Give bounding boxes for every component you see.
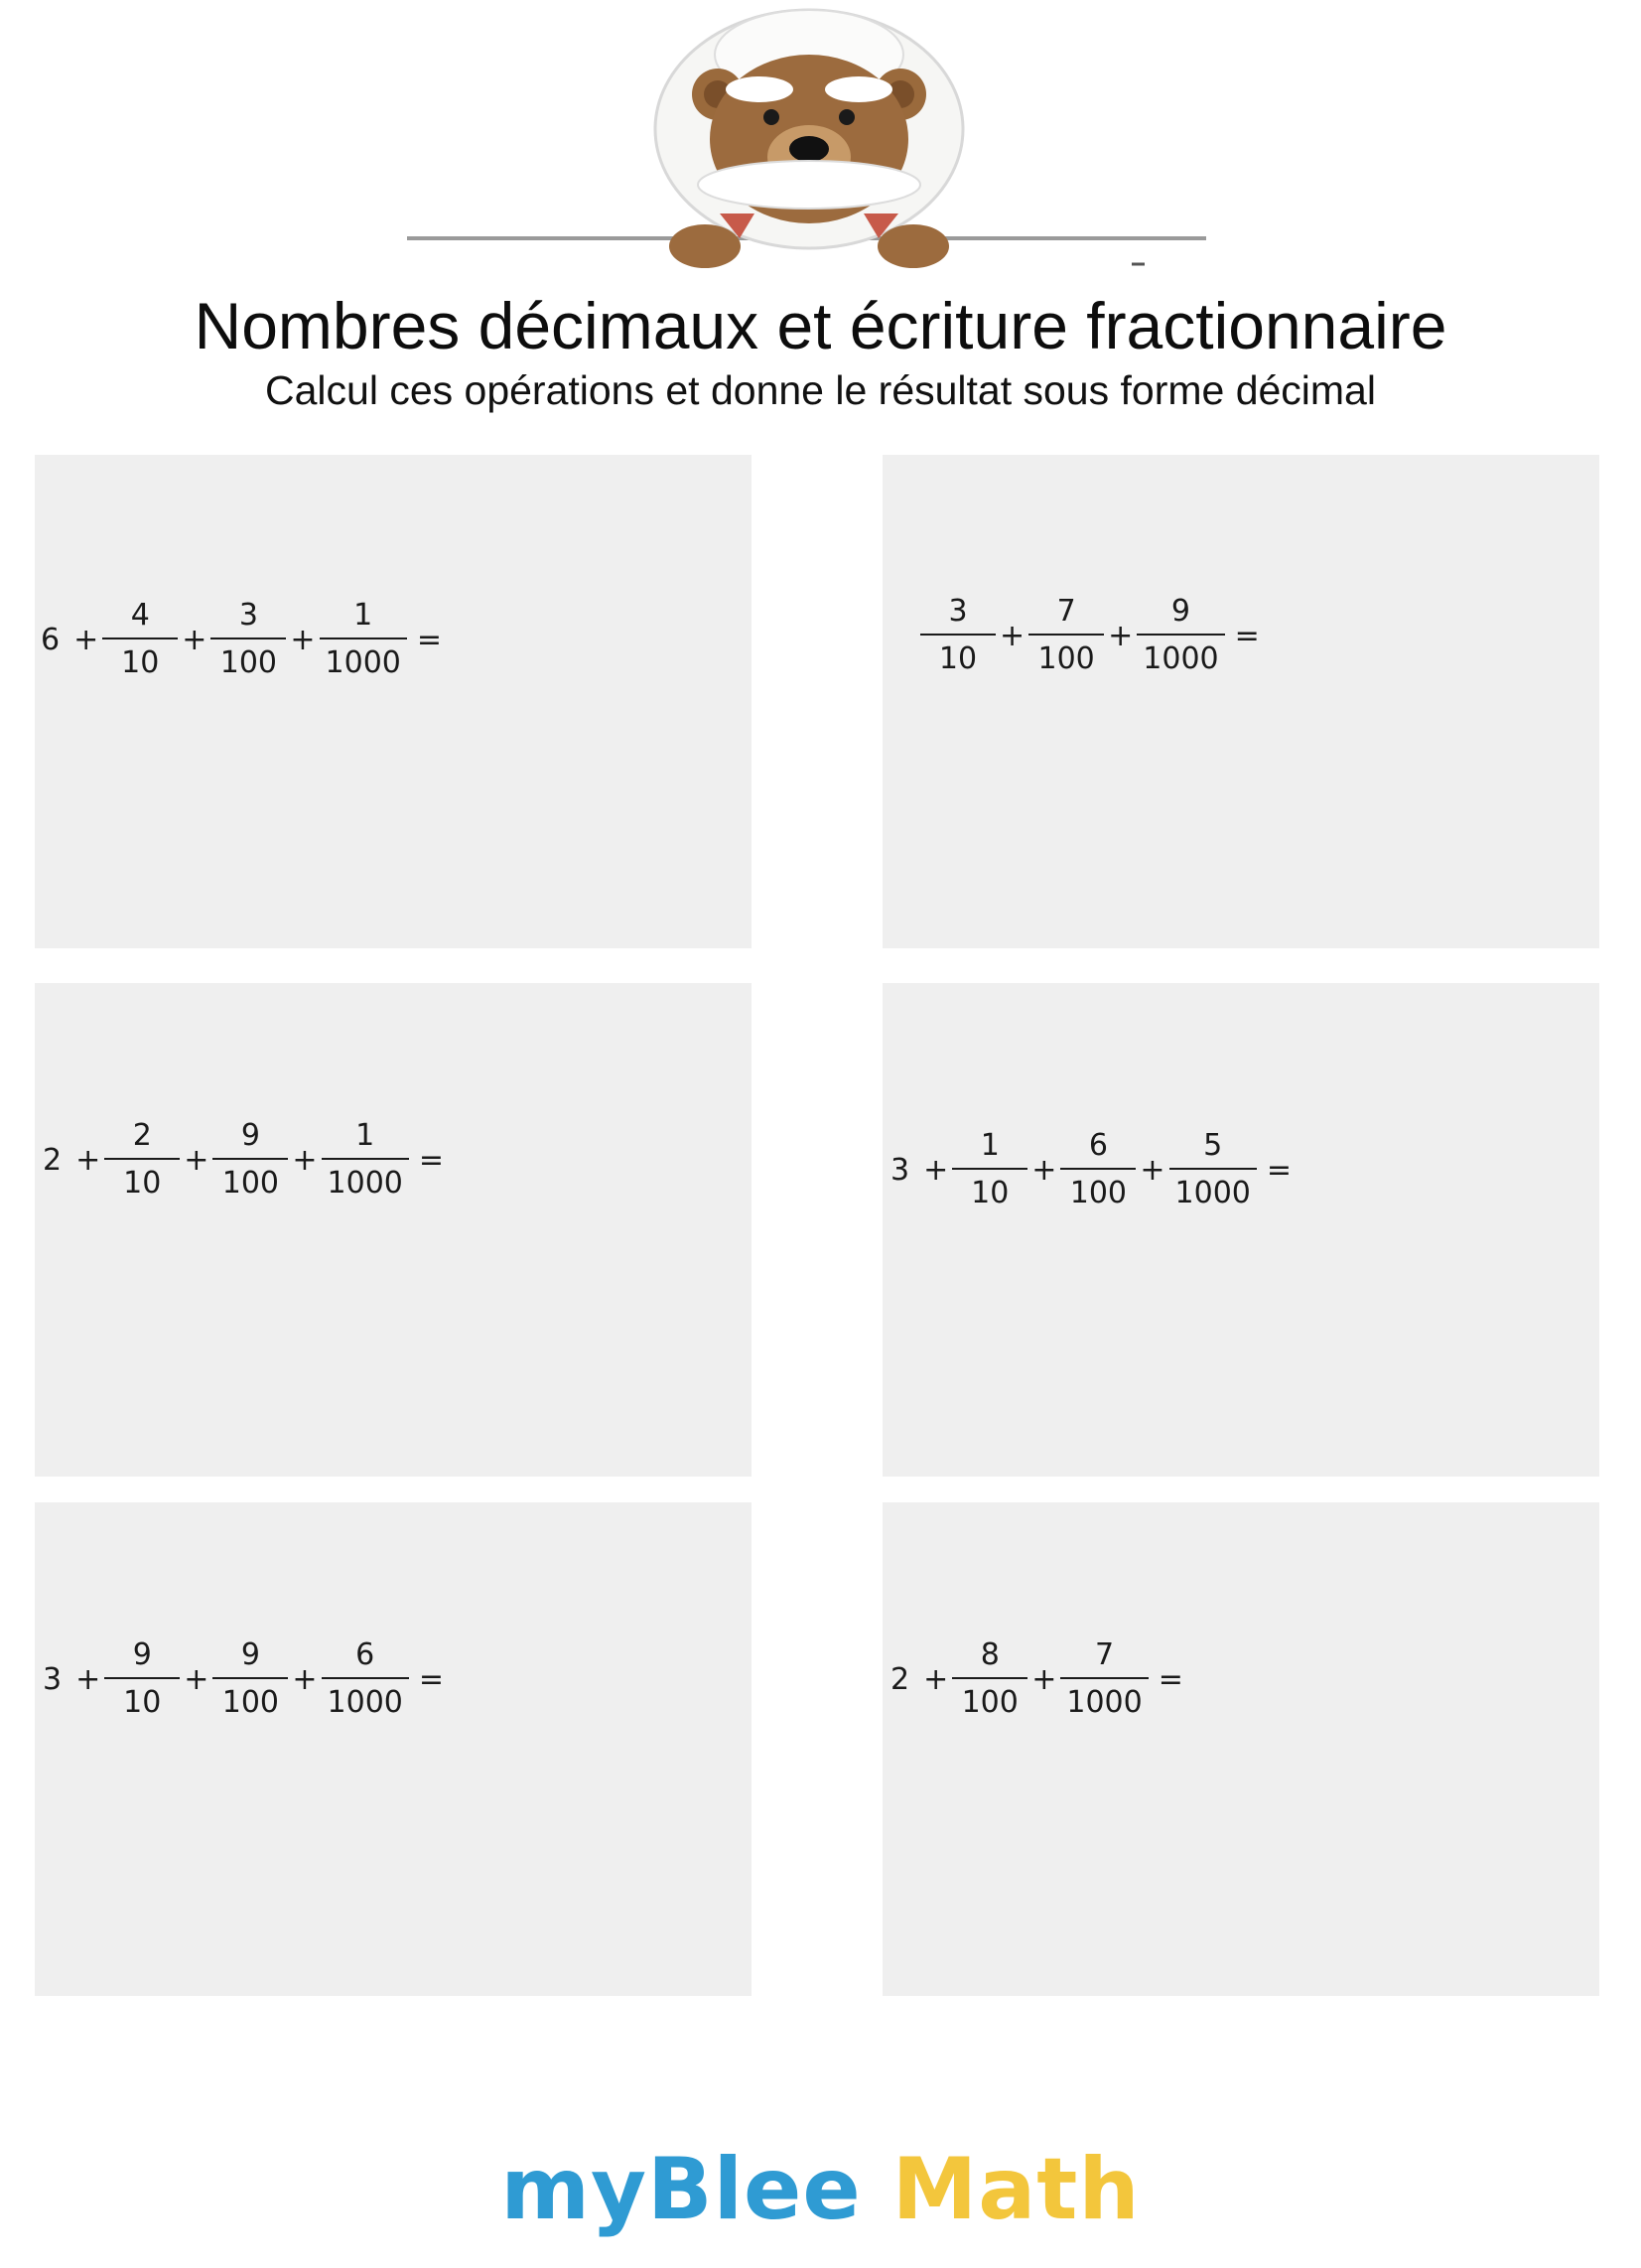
fraction [1060, 1637, 1148, 1721]
fraction [1137, 594, 1224, 677]
plus-sign: + [1031, 1152, 1057, 1188]
fraction [322, 1118, 409, 1202]
fraction [952, 1128, 1027, 1211]
exercise-card [35, 1502, 752, 1996]
numerator: 5 [1203, 1128, 1223, 1163]
whole-number: 3 [43, 1661, 63, 1697]
denominator: 10 [971, 1176, 1010, 1210]
fraction [212, 1118, 288, 1202]
denominator: 100 [1037, 641, 1095, 676]
plus-sign: + [1140, 1152, 1165, 1188]
exercise-card [883, 1502, 1599, 1996]
numerator: 9 [1170, 594, 1190, 629]
numerator: 7 [1095, 1637, 1115, 1672]
fraction [212, 1637, 288, 1721]
plus-sign: + [923, 1661, 949, 1697]
numerator: 3 [948, 594, 968, 629]
numerator: 4 [130, 598, 150, 633]
denominator: 100 [221, 1685, 279, 1720]
expression [890, 1128, 1292, 1211]
plus-sign: + [1000, 618, 1026, 653]
plus-sign: + [292, 1142, 318, 1178]
numerator: 6 [1088, 1128, 1108, 1163]
plus-sign: + [1108, 618, 1134, 653]
fraction [104, 1637, 180, 1721]
whole-number: 2 [43, 1142, 63, 1178]
fraction [210, 598, 286, 681]
fraction [104, 1118, 180, 1202]
plus-sign: + [923, 1152, 949, 1188]
numerator: 1 [355, 1118, 375, 1153]
brand-logo-part2: Math [891, 2140, 1141, 2239]
numerator: 3 [238, 598, 258, 633]
equals-sign: = [1158, 1661, 1183, 1697]
denominator: 10 [123, 1685, 162, 1720]
plus-sign: + [184, 1142, 209, 1178]
expression [890, 1637, 1183, 1721]
exercise-card [883, 455, 1599, 948]
numerator: 9 [240, 1118, 260, 1153]
denominator: 1000 [1066, 1685, 1143, 1720]
plus-sign: + [290, 622, 316, 657]
denominator: 1000 [1174, 1176, 1251, 1210]
plus-sign: + [75, 1661, 101, 1697]
fraction [1060, 1128, 1136, 1211]
plus-sign: + [75, 1142, 101, 1178]
exercise-card [35, 983, 752, 1477]
denominator: 100 [1069, 1176, 1127, 1210]
plus-sign: + [292, 1661, 318, 1697]
fraction [320, 598, 407, 681]
fraction [920, 594, 996, 677]
plus-sign: + [182, 622, 207, 657]
plus-sign: + [184, 1661, 209, 1697]
equals-sign: = [1266, 1152, 1293, 1188]
exercise-card [35, 455, 752, 948]
numerator: 9 [132, 1637, 152, 1672]
equals-sign: = [1234, 618, 1260, 653]
brand-logo-part1: myBlee [500, 2140, 862, 2239]
denominator: 10 [123, 1166, 162, 1201]
fraction [1169, 1128, 1257, 1211]
plus-sign: + [1031, 1661, 1057, 1697]
fraction [322, 1637, 409, 1721]
brand-logo [0, 2140, 1641, 2239]
numerator: 9 [240, 1637, 260, 1672]
expression [43, 1637, 444, 1721]
numerator: 2 [132, 1118, 152, 1153]
expression [920, 594, 1260, 677]
page-subtitle: Calcul ces opérations et donne le résultat sous forme décimal [265, 367, 1376, 413]
fraction [1028, 594, 1104, 677]
exercise-card [883, 983, 1599, 1477]
expression [41, 598, 442, 681]
numerator: 7 [1056, 594, 1076, 629]
equals-sign: = [418, 1661, 445, 1697]
equals-sign: = [418, 1142, 445, 1178]
denominator: 1000 [327, 1685, 403, 1720]
fraction [102, 598, 178, 681]
numerator: 1 [980, 1128, 1000, 1163]
numerator: 8 [980, 1637, 1000, 1672]
numerator: 6 [355, 1637, 375, 1672]
fraction [952, 1637, 1027, 1721]
whole-number: 6 [41, 622, 61, 657]
denominator: 1000 [1143, 641, 1219, 676]
denominator: 100 [219, 645, 277, 680]
whole-number: 2 [890, 1661, 910, 1697]
expression [43, 1118, 444, 1202]
denominator: 100 [961, 1685, 1019, 1720]
equals-sign: = [416, 622, 443, 657]
page-title: Nombres décimaux et écriture fractionnaire [194, 289, 1447, 362]
denominator: 10 [938, 641, 978, 676]
denominator: 1000 [327, 1166, 403, 1201]
whole-number: 3 [890, 1152, 910, 1188]
denominator: 10 [121, 645, 160, 680]
denominator: 100 [221, 1166, 279, 1201]
denominator: 1000 [325, 645, 401, 680]
plus-sign: + [73, 622, 99, 657]
numerator: 1 [353, 598, 373, 633]
bear-mascot-icon [402, 0, 1241, 283]
